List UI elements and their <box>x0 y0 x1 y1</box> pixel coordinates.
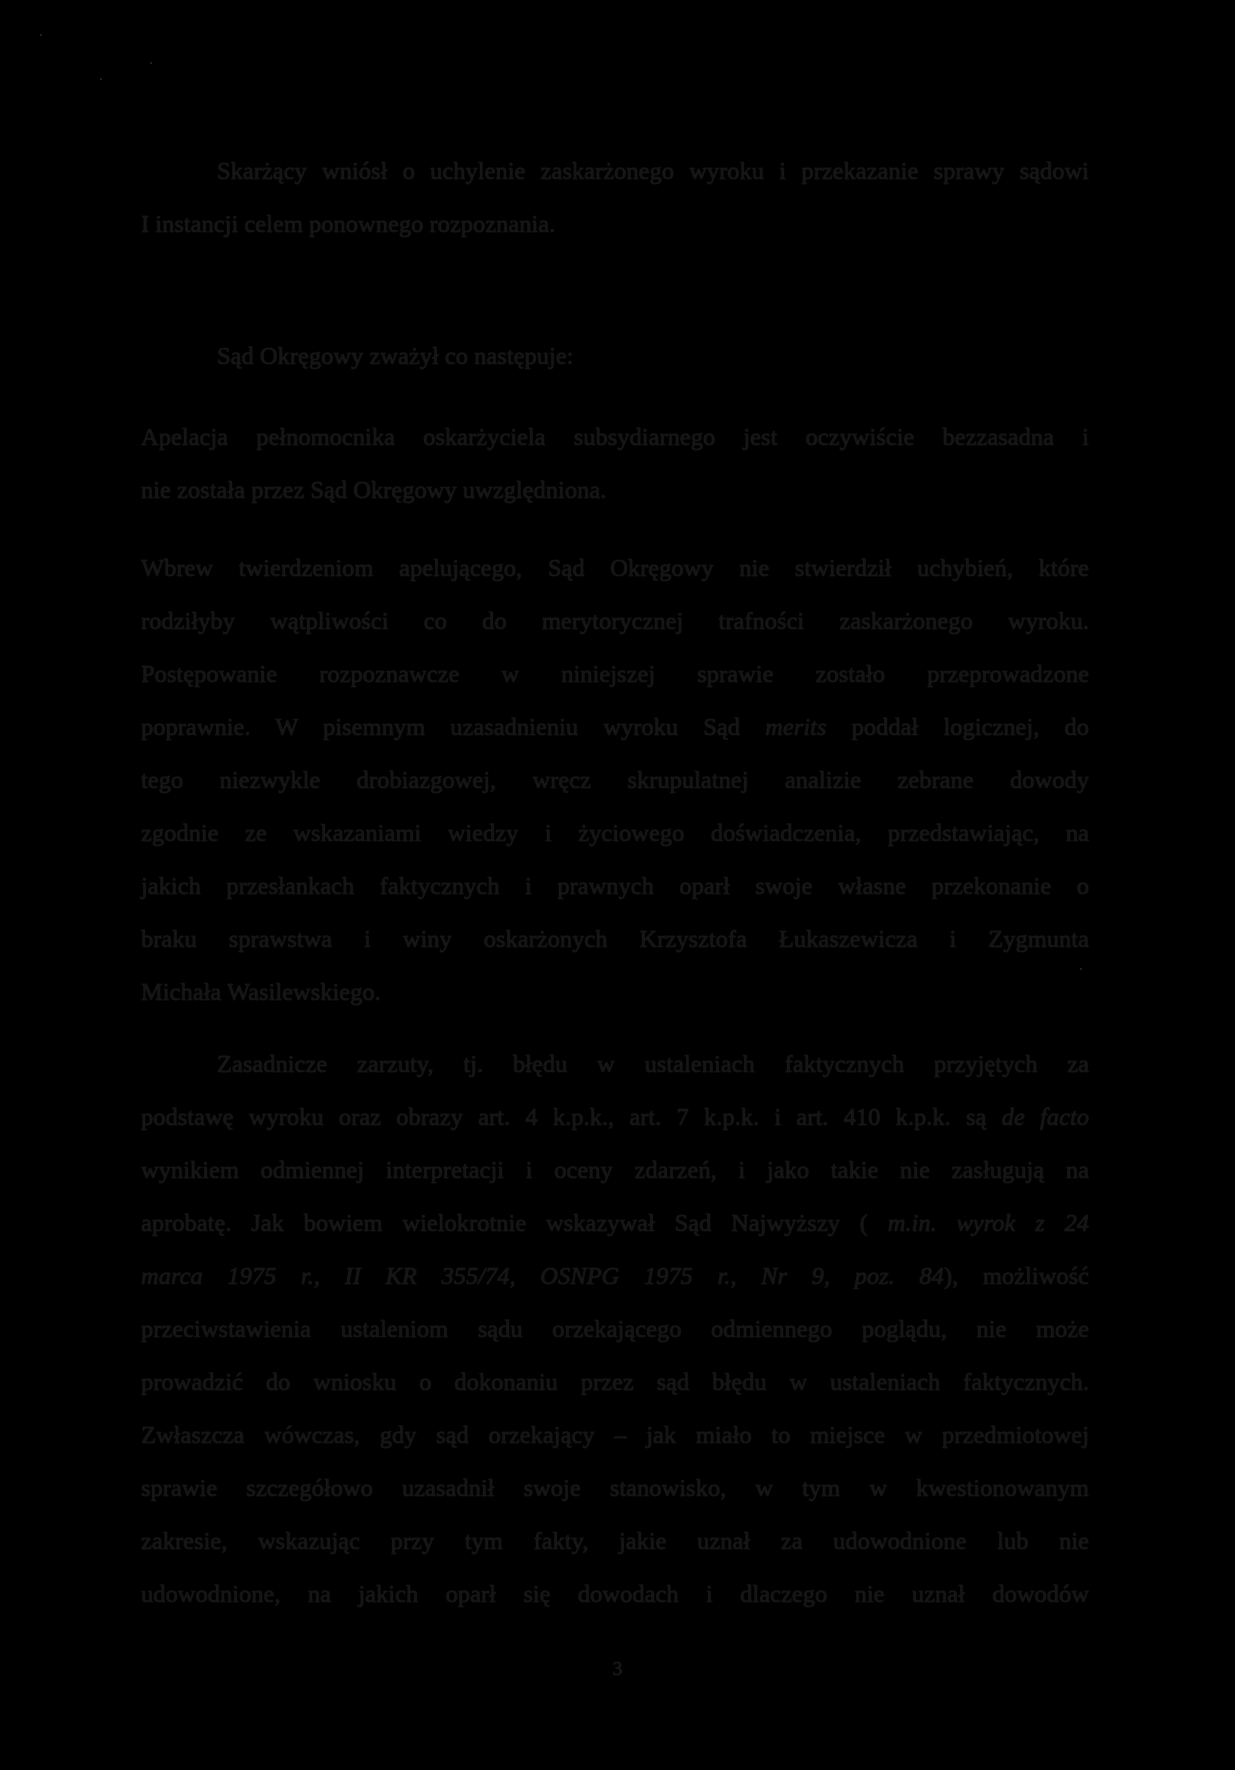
text-line: Zwłaszcza wówczas, gdy sąd orzekający – jak miało to miejsce w przedmiotowej <box>141 1422 1089 1449</box>
text-line: tego niezwykle drobiazgowej, wręcz skrupulatnej analizie zebrane dowody <box>141 767 1089 794</box>
paragraph-4 <box>141 542 1089 1019</box>
text-line: zgodnie ze wskazaniami wiedzy i życiowego doświadczenia, przedstawiając, na <box>141 820 1089 847</box>
text-line: Zasadnicze zarzuty, tj. błędu w ustaleniach faktycznych przyjętych za <box>217 1051 1089 1078</box>
text-line: udowodnione, na jakich oparł się dowodach i dlaczego nie uznał dowodów <box>141 1581 1089 1608</box>
italic-citation: marca 1975 r., II KR 355/74, OSNPG 1975 r., Nr 9, poz. 84 <box>141 1263 944 1290</box>
paragraph-1 <box>141 145 1089 251</box>
italic-term: merits <box>765 714 827 741</box>
text-line: Apelacja pełnomocnika oskarżyciela subsydiarnego jest oczywiście bezzasadna i <box>141 424 1089 451</box>
text-line: wynikiem odmiennej interpretacji i oceny zdarzeń, i jako takie nie zasługują na <box>141 1157 1089 1184</box>
text-line <box>141 1091 1089 1144</box>
text-segment: poprawnie. W pisemnym uzasadnieniu wyroku Sąd <box>141 714 741 741</box>
text-line: prowadzić do wniosku o dokonaniu przez sąd błędu w ustaleniach faktycznych. <box>141 1369 1089 1396</box>
text-segment: poddał logicznej, do <box>851 714 1090 741</box>
text-line: braku sprawstwa i winy oskarżonych Krzysztofa Łukaszewicza i Zygmunta <box>141 926 1089 953</box>
text-line <box>141 1250 1089 1303</box>
text-line: przeciwstawienia ustaleniom sądu orzekającego odmiennego poglądu, nie może <box>141 1316 1089 1343</box>
scan-speck <box>40 34 42 36</box>
text-line: nie została przez Sąd Okręgowy uwzględniona. <box>141 477 607 504</box>
text-line: Skarżący wniósł o uchylenie zaskarżonego wyroku i przekazanie sprawy sądowi <box>217 158 1089 185</box>
scan-speck <box>100 78 102 80</box>
text-line: Michała Wasilewskiego. <box>141 979 381 1006</box>
text-line: sprawie szczegółowo uzasadnił swoje stanowisko, w tym w kwestionowanym <box>141 1475 1089 1502</box>
paragraph-2 <box>141 330 1089 383</box>
text-segment: ), możliwość <box>943 1263 1089 1290</box>
italic-citation: m.in. wyrok z 24 <box>887 1210 1090 1237</box>
paragraph-5 <box>141 1038 1089 1621</box>
text-segment: podstawę wyroku oraz obrazy art. 4 k.p.k., art. 7 k.p.k. i art. 410 k.p.k. są <box>141 1104 987 1131</box>
text-line: I instancji celem ponownego rozpoznania. <box>141 211 556 238</box>
page-number: 3 <box>612 1658 623 1680</box>
text-line <box>141 1197 1089 1250</box>
text-line: Postępowanie rozpoznawcze w niniejszej sprawie zostało przeprowadzone <box>141 661 1089 688</box>
text-line: jakich przesłankach faktycznych i prawnych oparł swoje własne przekonanie o <box>141 873 1089 900</box>
section-heading: Sąd Okręgowy zważył co następuje: <box>217 343 574 370</box>
text-line: rodziłyby wątpliwości co do merytorycznej trafności zaskarżonego wyroku. <box>141 608 1089 635</box>
text-line: Wbrew twierdzeniom apelującego, Sąd Okręgowy nie stwierdził uchybień, które <box>141 555 1089 582</box>
text-line: zakresie, wskazując przy tym fakty, jakie uznał za udowodnione lub nie <box>141 1528 1089 1555</box>
paragraph-3 <box>141 411 1089 517</box>
text-line <box>141 701 1089 754</box>
scan-speck <box>150 62 152 64</box>
italic-term: de facto <box>1001 1104 1090 1131</box>
text-segment: aprobatę. Jak bowiem wielokrotnie wskazywał Sąd Najwyższy ( <box>141 1210 868 1237</box>
